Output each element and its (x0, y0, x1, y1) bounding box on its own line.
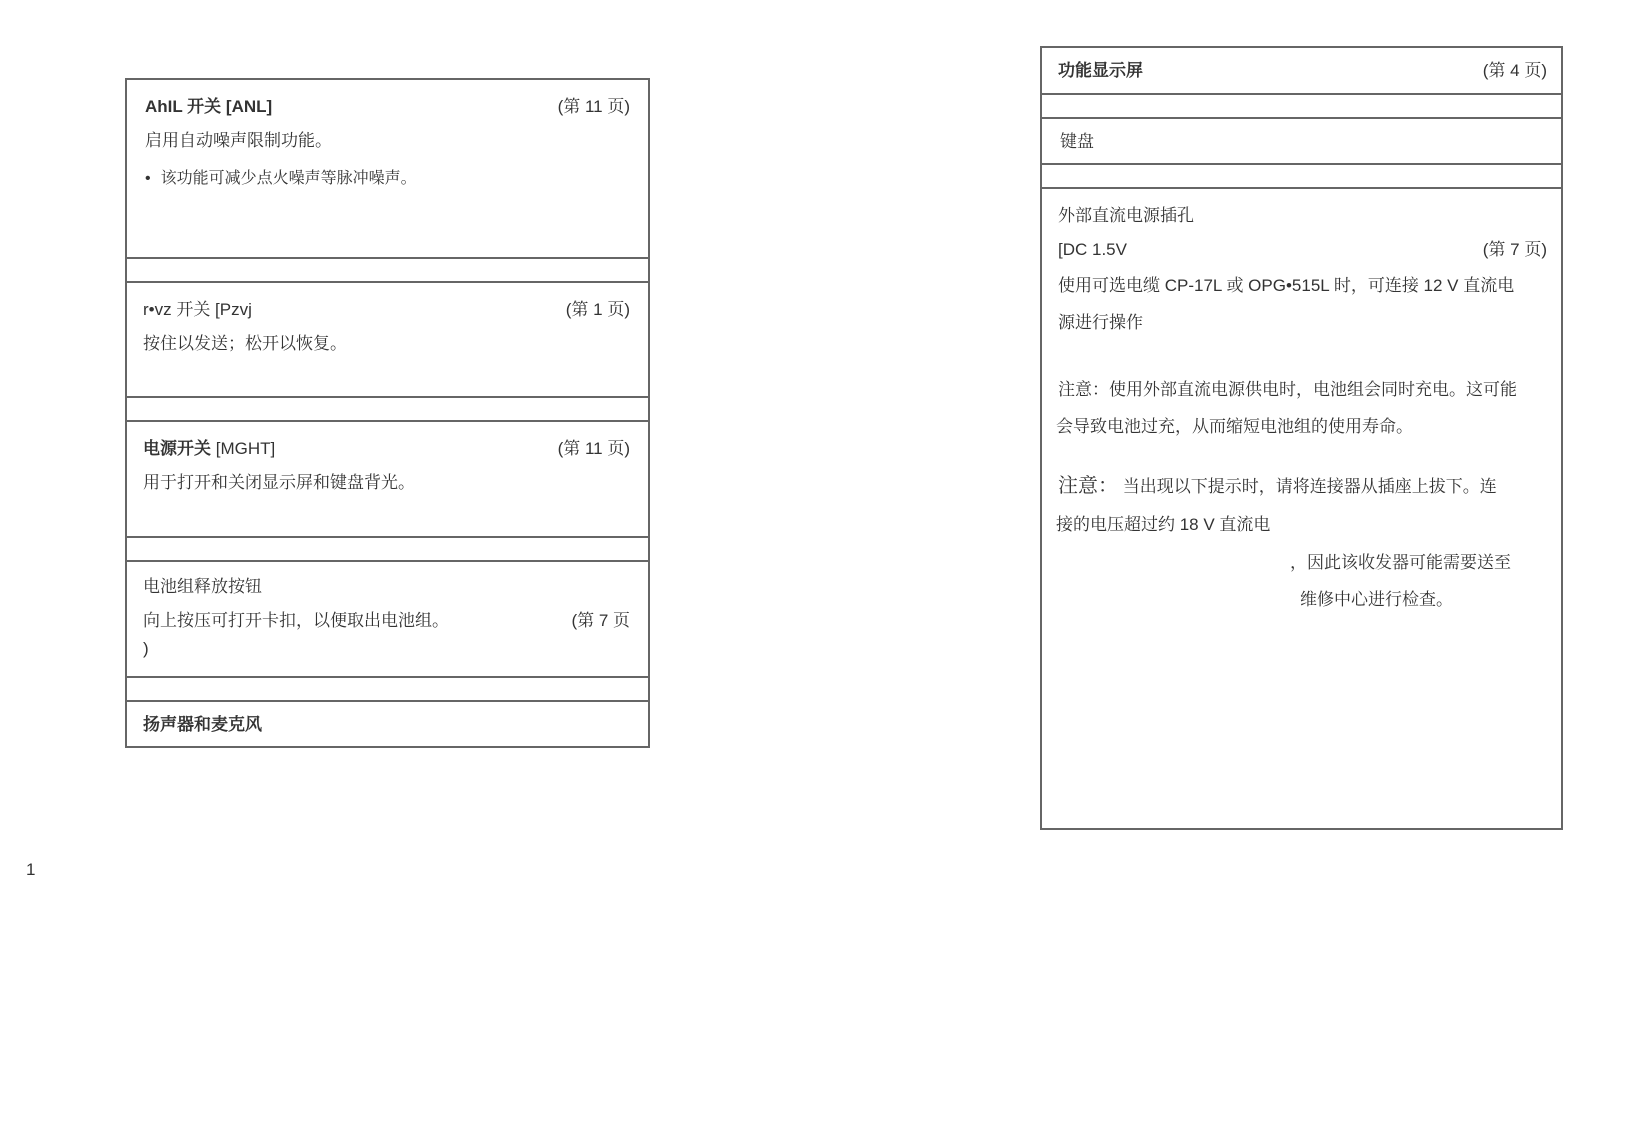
power-switch-title: 电源开关 (143, 439, 211, 458)
power-switch-title-code: [MGHT] (211, 439, 276, 458)
section-gap (125, 398, 650, 420)
battery-release-title: 电池组释放按钮 (143, 577, 262, 596)
power-switch-page-ref: (第 11 页) (557, 439, 630, 458)
dc-jack-title: 外部直流电源插孔 (1058, 206, 1194, 225)
section-gap (1040, 95, 1563, 117)
dc-jack-note2-line3: ，因此该收发器可能需要送至 (1290, 553, 1511, 572)
anl-switch-title: AhIL 开关 [ANL] (145, 97, 273, 116)
battery-release-section (125, 560, 650, 678)
page-number: 1 (26, 860, 36, 879)
dc-jack-page-ref: (第 7 页) (1482, 240, 1547, 259)
anl-switch-section (125, 78, 650, 259)
battery-release-description: 向上按压可打开卡扣，以便取出电池组。 (143, 611, 449, 630)
battery-release-page-ref: (第 7 页 (571, 611, 630, 630)
anl-switch-page-ref: (第 11 页) (557, 97, 630, 116)
function-display-title: 功能显示屏 (1058, 61, 1143, 80)
dc-jack-note2-label: 注意： (1058, 475, 1118, 497)
keypad-title: 键盘 (1060, 132, 1094, 151)
dc-jack-note2-line1: 当出现以下提示时，请将连接器从插座上拔下。连 (1118, 477, 1497, 496)
section-gap (125, 259, 650, 281)
section-gap (1040, 165, 1563, 187)
dc-jack-note2-line2: 接的电压超过约 18 V 直流电 (1056, 515, 1271, 534)
dc-jack-note1-line1: 注意：使用外部直流电源供电时，电池组会同时充电。这可能 (1058, 380, 1517, 399)
power-switch-section (125, 420, 650, 538)
left-column (125, 78, 650, 748)
ptt-switch-title: r•vz 开关 [Pzvj (143, 300, 252, 319)
anl-switch-description: 启用自动噪声限制功能。 (145, 131, 332, 150)
function-display-section (1040, 46, 1563, 95)
right-column (1040, 46, 1563, 830)
battery-release-page-ref-tail: ) (143, 639, 149, 658)
speaker-mic-title: 扬声器和麦克风 (143, 715, 262, 734)
ptt-switch-section (125, 281, 650, 398)
speaker-mic-section (125, 700, 650, 748)
power-switch-description: 用于打开和关闭显示屏和键盘背光。 (143, 473, 415, 492)
section-gap (125, 538, 650, 560)
dc-jack-description-line1: 使用可选电缆 CP-17L 或 OPG•515L 时，可连接 12 V 直流电 (1058, 276, 1515, 295)
dc-jack-section (1040, 187, 1563, 830)
function-display-page-ref: (第 4 页) (1482, 61, 1547, 80)
dc-jack-description-line2: 源进行操作 (1058, 313, 1143, 332)
anl-switch-bullet: • 该功能可减少点火噪声等脉冲噪声。 (145, 162, 630, 196)
section-gap (125, 678, 650, 700)
ptt-switch-page-ref: (第 1 页) (565, 300, 630, 319)
dc-jack-subtitle: [DC 1.5V (1058, 240, 1127, 259)
dc-jack-note2-line4: 维修中心进行检查。 (1300, 590, 1453, 609)
dc-jack-note1-line2: 会导致电池过充，从而缩短电池组的使用寿命。 (1056, 417, 1413, 436)
ptt-switch-description: 按住以发送；松开以恢复。 (143, 334, 347, 353)
keypad-section (1040, 117, 1563, 165)
